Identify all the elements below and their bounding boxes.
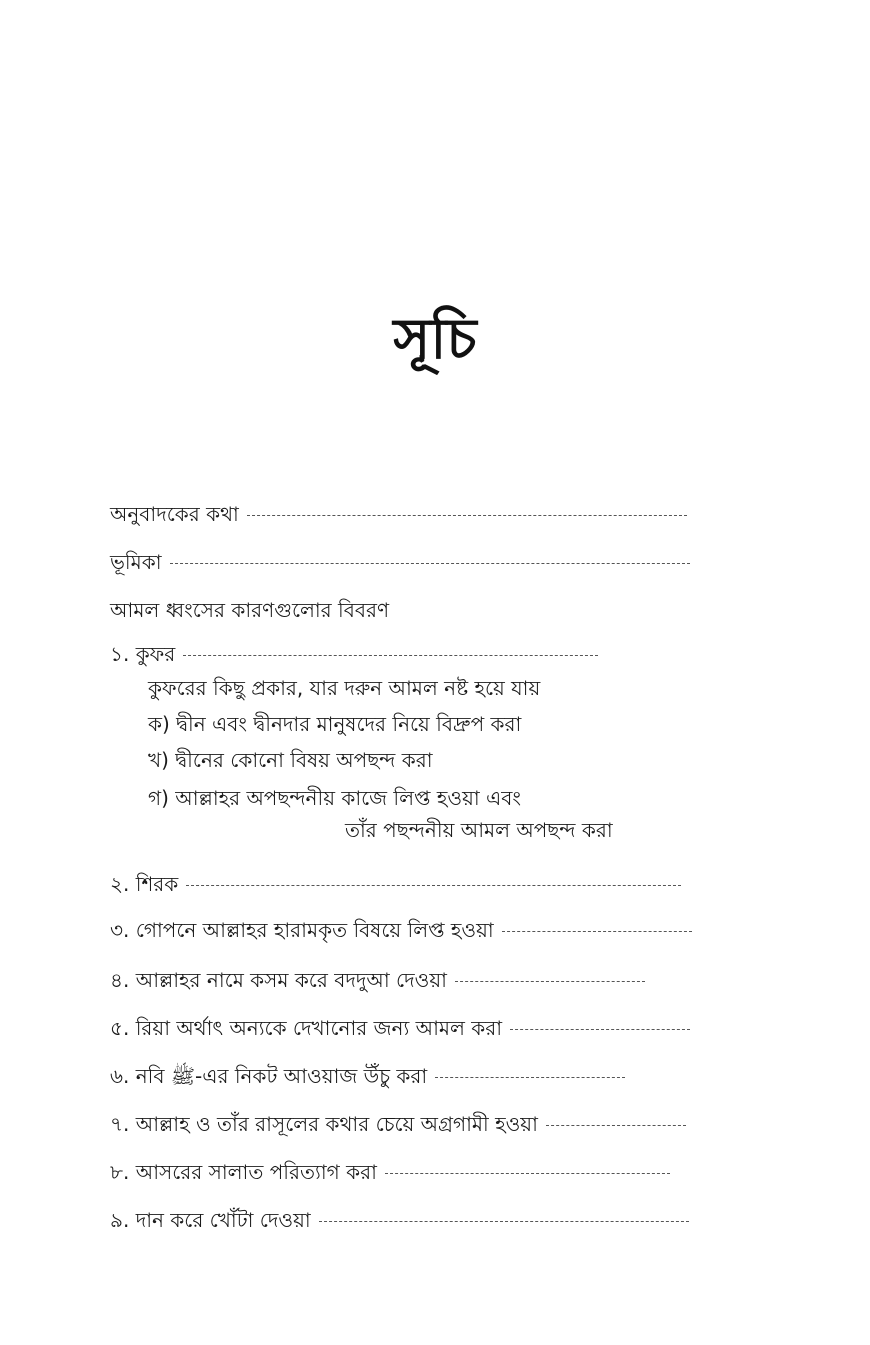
toc-entry-label: ৪. আল্লাহর নামে কসম করে বদদুআ দেওয়া bbox=[110, 968, 447, 992]
leader-dots bbox=[186, 885, 681, 886]
toc-entry-label: ৫. রিয়া অর্থাৎ অন্যকে দেখানোর জন্য আমল করা bbox=[110, 1016, 503, 1040]
leader-dots bbox=[170, 563, 690, 564]
toc-entry-label: ৯. দান করে খোঁটা দেওয়া bbox=[110, 1208, 311, 1232]
toc-subitem-ka[interactable]: ক) দ্বীন এবং দ্বীনদার মানুষদের নিয়ে বিদ্রুপ করা bbox=[148, 712, 522, 736]
toc-entry-label: ১. কুফর bbox=[110, 642, 176, 666]
leader-dots bbox=[546, 1125, 686, 1126]
toc-entry-kufr[interactable] bbox=[110, 640, 598, 668]
toc-entry-6[interactable] bbox=[110, 1062, 625, 1090]
toc-entry-label: ভূমিকা bbox=[110, 550, 162, 574]
toc-entry-label: ৬. নবি ﷺ-এর নিকট আওয়াজ উঁচু করা bbox=[110, 1064, 428, 1088]
toc-entry-label: ৭. আল্লাহ ও তাঁর রাসূলের কথার চেয়ে অগ্রগামী হওয়া bbox=[110, 1112, 538, 1136]
toc-entry-label: ২. শিরক bbox=[110, 872, 179, 896]
toc-entry-introduction[interactable] bbox=[110, 548, 690, 576]
toc-section-heading bbox=[110, 596, 389, 624]
toc-entry-translator-note[interactable] bbox=[110, 500, 687, 528]
leader-dots bbox=[455, 981, 645, 982]
leader-dots bbox=[510, 1029, 690, 1030]
toc-entry-9[interactable] bbox=[110, 1206, 689, 1234]
toc-entry-5[interactable] bbox=[110, 1014, 690, 1042]
toc-entry-label: অনুবাদকের কথা bbox=[110, 502, 239, 526]
leader-dots bbox=[183, 655, 598, 656]
page-title: সূচি bbox=[393, 307, 477, 372]
toc-entry-label: ৮. আসরের সালাত পরিত্যাগ করা bbox=[110, 1160, 377, 1184]
toc-entry-label: ৩. গোপনে আল্লাহর হারামকৃত বিষয়ে লিপ্ত হওয়া bbox=[110, 918, 494, 942]
leader-dots bbox=[319, 1221, 689, 1222]
toc-entry-3[interactable] bbox=[110, 916, 692, 944]
toc-entry-8[interactable] bbox=[110, 1158, 670, 1186]
toc-subheading: কুফরের কিছু প্রকার, যার দরুন আমল নষ্ট হয়ে যায় bbox=[148, 676, 541, 700]
toc-subitem-ga-continuation: তাঁর পছন্দনীয় আমল অপছন্দ করা bbox=[345, 818, 613, 842]
toc-entry-7[interactable] bbox=[110, 1110, 686, 1138]
toc-entry-4[interactable] bbox=[110, 966, 645, 994]
leader-dots bbox=[435, 1077, 625, 1078]
toc-subitem-kha[interactable]: খ) দ্বীনের কোনো বিষয় অপছন্দ করা bbox=[148, 748, 433, 772]
toc-section-label: আমল ধ্বংসের কারণগুলোর বিবরণ bbox=[110, 598, 390, 622]
leader-dots bbox=[385, 1173, 670, 1174]
toc-subitem-ga[interactable]: গ) আল্লাহর অপছন্দনীয় কাজে লিপ্ত হওয়া এবং bbox=[148, 786, 521, 810]
leader-dots bbox=[247, 515, 687, 516]
toc-entry-shirk[interactable] bbox=[110, 870, 681, 898]
leader-dots bbox=[502, 931, 692, 932]
